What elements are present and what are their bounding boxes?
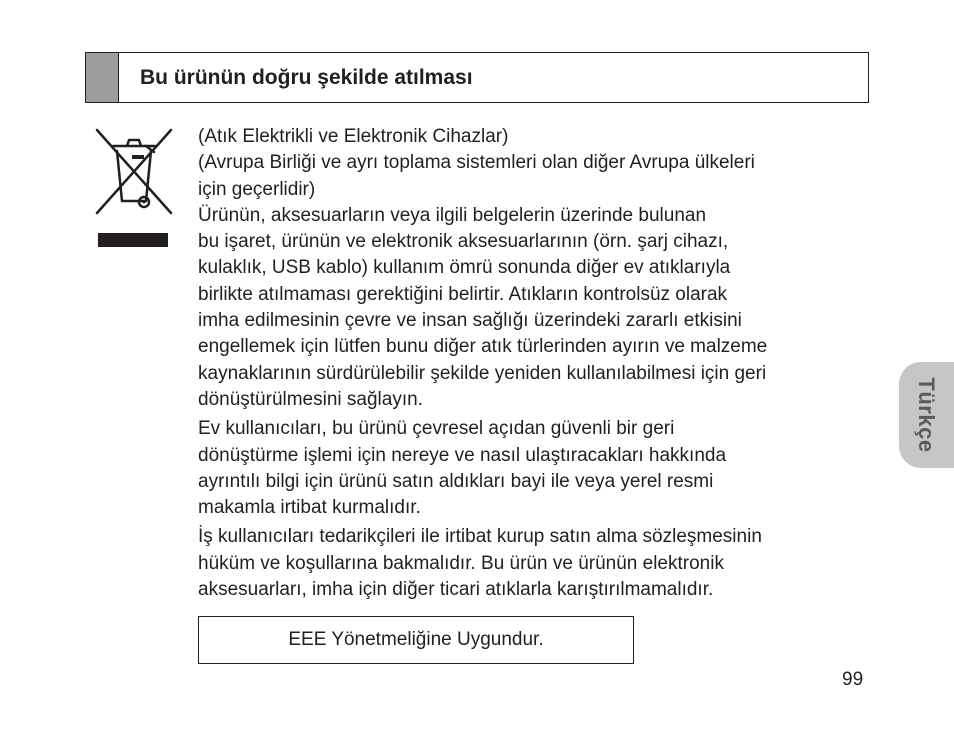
- text-line: bu işaret, ürünün ve elektronik aksesuarlarının (örn. şarj cihazı,: [198, 231, 729, 253]
- paragraph-household-users: [198, 416, 868, 521]
- text-line: dönüştürme işlemi için nereye ve nasıl ulaştıracakları hakkında: [198, 444, 727, 466]
- text-line: Ev kullanıcıları, bu ürünü çevresel açıdan güvenli bir geri: [198, 418, 675, 440]
- text-line: birlikte atılmaması gerektiğini belirtir. Atıkların kontrolsüz olarak: [198, 283, 728, 305]
- text-line: kaynaklarının sürdürülebilir şekilde yeniden kullanılabilmesi için geri: [198, 362, 767, 384]
- text-line: aksesuarları, imha için diğer ticari atıklarla karıştırılmamalıdır.: [198, 579, 714, 601]
- paragraph-directive-scope: [198, 124, 868, 203]
- text-line: makamla irtibat kurmalıdır.: [198, 497, 421, 519]
- text-line: İş kullanıcıları tedarikçileri ile irtibat kurup satın alma sözleşmesinin: [198, 526, 762, 548]
- header-tab-marker: [86, 53, 119, 102]
- text-line: (Avrupa Birliği ve ayrı toplama sistemleri olan diğer Avrupa ülkeleri: [198, 152, 755, 174]
- paragraph-symbol-meaning: [198, 203, 868, 413]
- text-line: ayrıntılı bilgi için ürünü satın aldıkları bayi ile veya yerel resmi: [198, 470, 714, 492]
- text-line: (Atık Elektrikli ve Elektronik Cihazlar): [198, 126, 509, 147]
- disposal-text: [198, 124, 868, 603]
- language-side-tab: [899, 362, 954, 468]
- text-line: Ürünün, aksesuarların veya ilgili belgelerin üzerinde bulunan: [198, 204, 707, 226]
- section-header: [85, 52, 869, 103]
- crossed-out-wheelie-bin-icon: [94, 127, 174, 249]
- section-title: Bu ürünün doğru şekilde atılması: [140, 66, 473, 89]
- paragraph-business-users: [198, 524, 868, 603]
- text-line: kulaklık, USB kablo) kullanım ömrü sonunda diğer ev atıklarıyla: [198, 257, 731, 279]
- eee-compliance-box: EEE Yönetmeliğine Uygundur.: [198, 616, 634, 664]
- text-line: dönüştürülmesini sağlayın.: [198, 388, 423, 410]
- page-number: 99: [842, 669, 864, 690]
- text-line: hüküm ve koşullarına bakmalıdır. Bu ürün ve ürünün elektronik: [198, 552, 724, 574]
- text-line: engellemek için lütfen bunu diğer atık türlerinden ayırın ve malzeme: [198, 336, 768, 358]
- text-line: imha edilmesinin çevre ve insan sağlığı üzerindeki zararlı etkisini: [198, 310, 742, 332]
- language-label: Türkçe: [914, 377, 939, 453]
- text-line: için geçerlidir): [198, 178, 316, 200]
